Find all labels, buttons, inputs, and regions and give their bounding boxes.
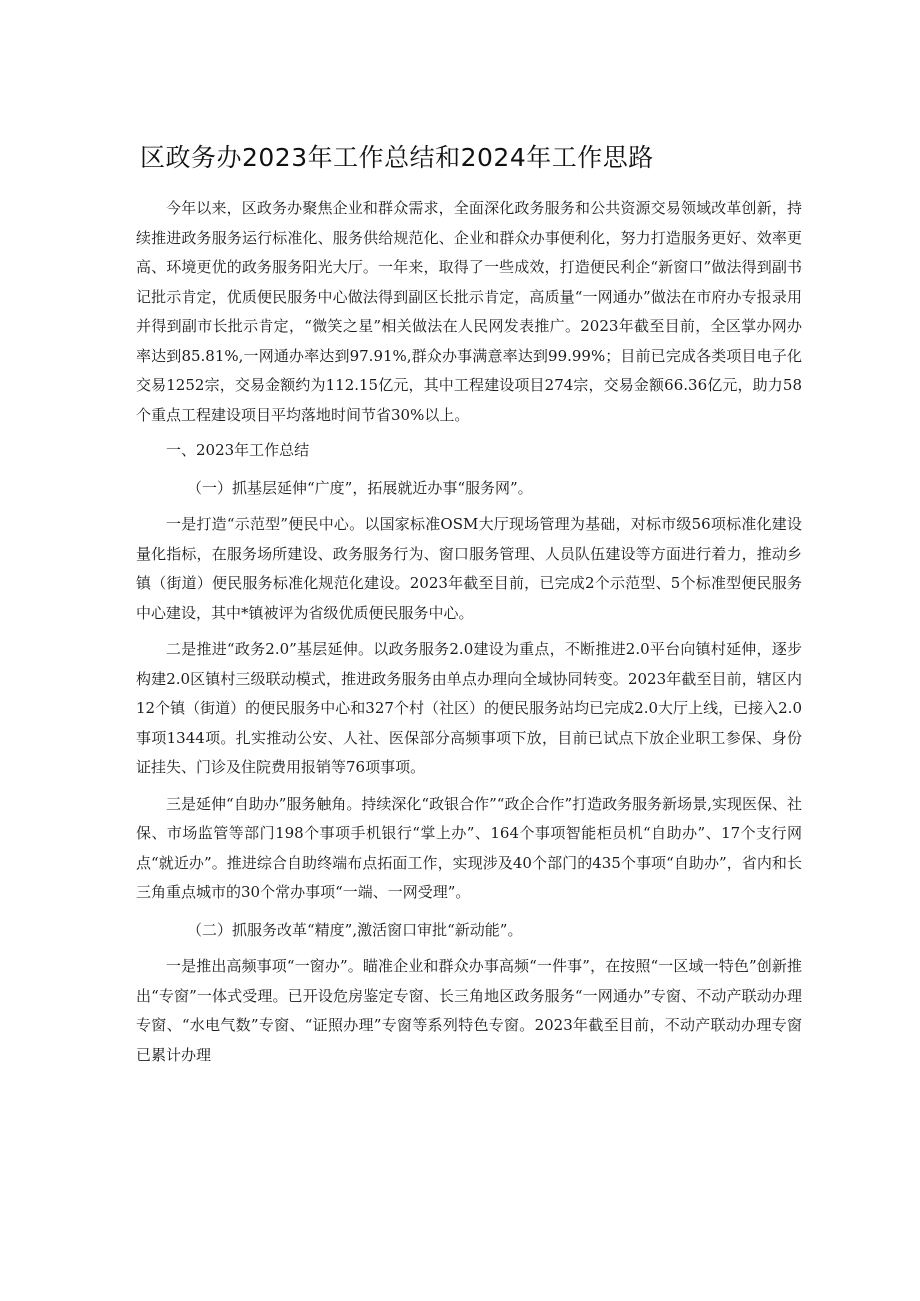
intro-paragraph: 今年以来，区政务办聚焦企业和群众需求，全面深化政务服务和公共资源交易领域改革创新，持续推进政务服务运行标准化、服务供给规范化、企业和群众办事便利化，努力打造服务更好、效率更高、环境更优的政务服务阳光大厅。一年来，取得了一些成效，打造便民利企“新窗口”做法得到副书记批示肯定，优质便民服务中心做法得到副区长批示肯定，高质量“一网通办”做法在市府办专报录用并得到副市长批示肯定，“微笑之星”相关做法在人民网发表推广。2023年截至目前，全区掌办网办率达到85.81%,一网通办率达到97.91%,群众办事满意率达到99.99%；目前已完成各类项目电子化交易1252宗，交易金额约为112.15亿元，其中工程建设项目274宗，交易金额66.36亿元，助力58个重点工程建设项目平均落地时间节省30%以上。 <box>136 199 802 424</box>
paragraph-self-service: 三是延伸“自助办”服务触角。持续深化“政银合作”“政企合作”打造政务服务新场景,实现医保、社保、市场监管等部门198个事项手机银行“掌上办”、164个事项智能柜员机“自助办”、17个支行网点“就近办”。推进综合自助终端布点拓面工作，实现涉及40个部门的435个事项“自助办”，省内和长三角重点城市的30个常办事项“一端、一网受理”。 <box>136 794 802 901</box>
paragraph-government-2-0: 二是推进“政务2.0”基层延伸。以政务服务2.0建设为重点，不断推进2.0平台向镇村延伸，逐步构建2.0区镇村三级联动模式，推进政务服务由单点办理向全域协同转变。2023年截至目前，辖区内12个镇（街道）的便民服务中心和327个村（社区）的便民服务站均已完成2.0大厅上线，已接入2.0事项1344项。扎实推动公安、人社、医保部分高频事项下放，目前已试点下放企业职工参保、身份证挂失、门诊及住院费用报销等76项事项。 <box>136 640 802 776</box>
document-title: 区政务办2023年工作总结和2024年工作思路 <box>140 143 654 172</box>
paragraph-demonstration-center: 一是打造“示范型”便民中心。以国家标准OSM大厅现场管理为基础，对标市级56项标准化建设量化指标，在服务场所建设、政务服务行为、窗口服务管理、人员队伍建设等方面进行着力，推动乡镇（街道）便民服务标准化规范化建设。2023年截至目前，已完成2个示范型、5个标准型便民服务中心建设，其中*镇被评为省级优质便民服务中心。 <box>136 515 802 622</box>
paragraph-one-window: 一是推出高频事项“一窗办”。瞄准企业和群众办事高频“一件事”，在按照“一区域一特色”创新推出“专窗”一体式受理。已开设危房鉴定专窗、长三角地区政务服务“一网通办”专窗、不动产联动办理专窗、“水电气数”专窗、“证照办理”专窗等系列特色专窗。2023年截至目前，不动产联动办理专窗已累计办理 <box>136 957 802 1064</box>
subsection-heading-1: （一）抓基层延伸“广度”，拓展就近办事“服务网”。 <box>187 478 533 497</box>
subsection-heading-2: （二）抓服务改革“精度”,激活窗口审批“新动能”。 <box>187 920 523 939</box>
section-heading-1: 一、2023年工作总结 <box>166 441 310 459</box>
